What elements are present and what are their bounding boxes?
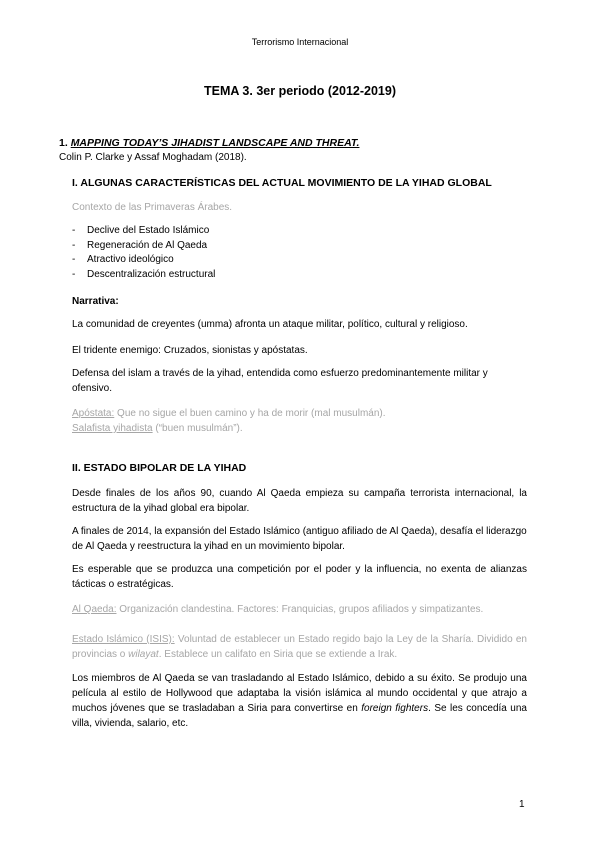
narrative-label: Narrativa: — [72, 296, 119, 307]
page-number: 1 — [519, 799, 525, 810]
part-1-list — [72, 224, 527, 282]
list-item: - Regeneración de Al Qaeda — [72, 239, 527, 254]
section-1-title: MAPPING TODAY’S JIHADIST LANDSCAPE AND THREAT. — [70, 137, 360, 149]
section-1-authors: Colin P. Clarke y Assaf Moghadam (2018). — [59, 152, 247, 163]
page-title: TEMA 3. 3er periodo (2012-2019) — [204, 84, 396, 98]
part-2-heading: II. ESTADO BIPOLAR DE LA YIHAD — [72, 462, 247, 474]
list-item: - Descentralización estructural — [72, 268, 527, 283]
section-1-heading — [59, 137, 359, 149]
definition-text: (“buen musulmán”). — [152, 423, 243, 434]
definition-term: Estado Islámico (ISIS): — [72, 634, 175, 645]
part-1-context: Contexto de las Primaveras Árabes. — [72, 202, 233, 213]
part-1-heading: I. ALGUNAS CARACTERÍSTICAS DEL ACTUAL MOVIMIENTO DE LA YIHAD GLOBAL — [72, 177, 492, 189]
definition-text: . Establece un califato en Siria que se extiende a Irak. — [158, 649, 398, 660]
definition-italic: wilayat — [128, 649, 159, 660]
section-1-number: 1. — [59, 137, 68, 149]
page-header: Terrorismo Internacional — [251, 37, 349, 47]
paragraph-italic: foreign fighters — [361, 703, 429, 714]
part-2-paragraph-2: A finales de 2014, la expansión del Estado Islámico (antiguo afiliado de Al Qaeda), desafía el liderazgo de Al Qaeda y reestructura la yihad en un movimiento bipolar. — [72, 526, 527, 552]
paragraph-text: Los miembros de Al Qaeda se van trasladando al Estado Islámico, debido a su éxito. Se produjo una película al estilo de Hollywood que adaptaba la visión islámica al mundo occidental y que atrajo a muchos jóvenes que se trasladaban a Siria para convertirse en — [72, 673, 527, 714]
definition-text: Que no sigue el buen camino y ha de morir (mal musulmán). — [114, 408, 386, 419]
list-item: - Declive del Estado Islámico — [72, 224, 527, 239]
definition-salafista — [72, 421, 527, 436]
part-1-paragraph-3: Defensa del islam a través de la yihad, entendida como esfuerzo predominantemente militar y ofensivo. — [72, 368, 488, 394]
definition-estado-islamico — [72, 632, 527, 662]
definition-term: Apóstata: — [72, 408, 115, 419]
definition-term: Al Qaeda: — [72, 604, 117, 615]
part-1-list-container — [72, 224, 527, 282]
list-item: - Atractivo ideológico — [72, 253, 527, 268]
paragraph-text: . Se les concedía una villa, vivienda, salario, etc. — [72, 703, 527, 729]
definition-apostata — [72, 406, 527, 421]
part-2-paragraph-1: Desde finales de los años 90, cuando Al Qaeda empieza su campaña terrorista internacional, la estructura de la yihad global era bipolar. — [72, 488, 527, 514]
definition-al-qaeda — [72, 602, 527, 617]
definition-term: Salafista yihadista — [72, 423, 153, 434]
definition-text: Organización clandestina. Factores: Franquicias, grupos afiliados y simpatizantes. — [116, 604, 484, 615]
part-1-paragraph-2: El tridente enemigo: Cruzados, sionistas y apóstatas. — [72, 345, 308, 356]
definition-text: Voluntad de establecer un Estado regido bajo la Ley de la Sharía. Dividido en provincias o — [72, 634, 527, 660]
part-2-paragraph-3: Es esperable que se produzca una competición por el poder y la influencia, no exenta de alianzas tácticas o estratégicas. — [72, 564, 527, 590]
part-2-paragraph-4 — [72, 671, 527, 731]
part-1-paragraph-1: La comunidad de creyentes (umma) afronta un ataque militar, político, cultural y religioso. — [72, 319, 468, 330]
